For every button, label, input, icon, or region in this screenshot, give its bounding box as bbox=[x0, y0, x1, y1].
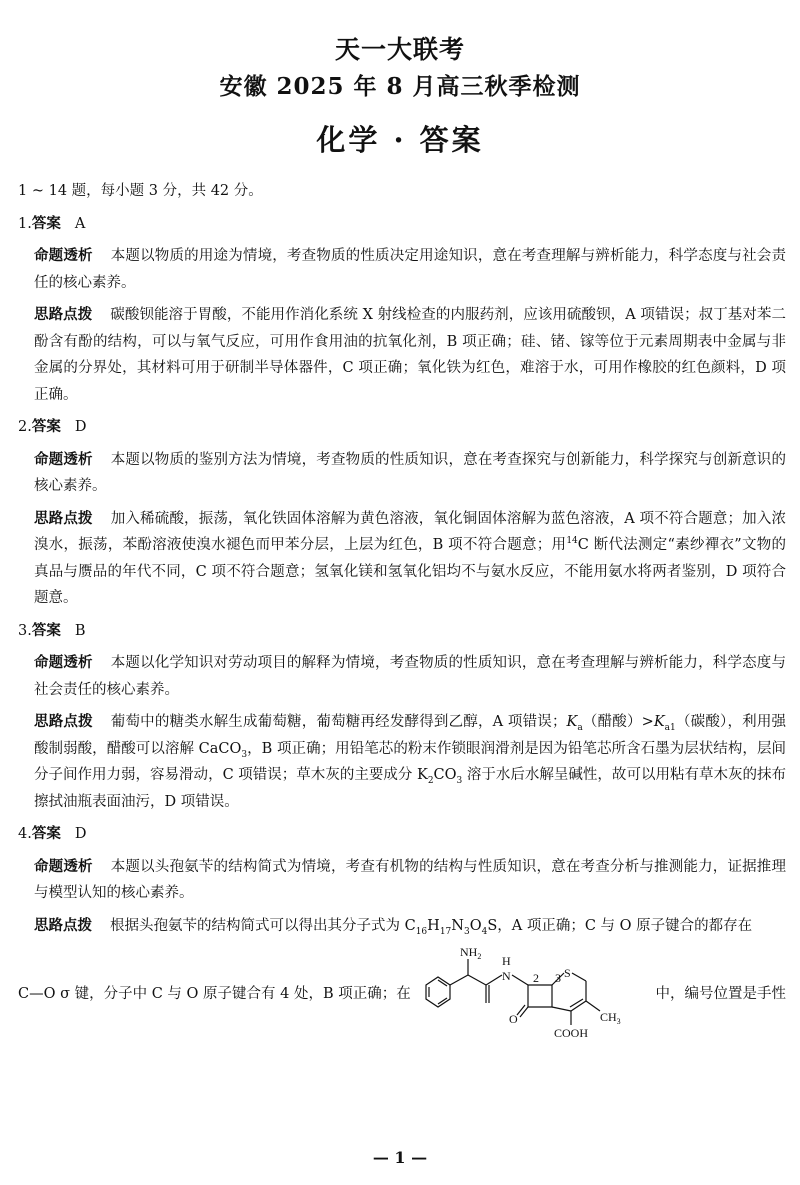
analysis-text: 本题以物质的用途为情境，考查物质的性质决定用途知识，意在考查理解与辨析能力，科学态度与社会责任的核心素养。 bbox=[34, 248, 786, 291]
hint-text-4: ，B 项正确；用铅笔芯的粉末作锁眼润滑剂是因为铅笔芯所含石墨为层状结构，层间分子间作用力弱，容易滑动，C 项错误；草木灰的主要成分 K bbox=[34, 740, 786, 783]
hint-text-3: （碳酸），利用强酸制弱酸，醋酸可以溶解 CaCO bbox=[34, 714, 787, 757]
formula-n: N bbox=[451, 917, 464, 934]
hint-label: 思路点拨 bbox=[34, 510, 93, 527]
analysis-label: 命题透析 bbox=[34, 451, 93, 468]
hint-label: 思路点拨 bbox=[34, 714, 93, 730]
answer-content bbox=[18, 178, 786, 1040]
formula-h: H bbox=[427, 917, 440, 934]
exam-title: 安徽 2025 年 8 月高三秋季检测 bbox=[219, 73, 581, 100]
subject-title: 化学 · 答案 bbox=[316, 123, 484, 157]
n-subscript: 3 bbox=[463, 926, 470, 937]
benzene-ring bbox=[426, 977, 450, 1007]
caco3-subscript: 3 bbox=[241, 749, 248, 760]
analysis-label: 命题透析 bbox=[34, 248, 93, 264]
hint-text-1: 葡萄中的糖类水解生成葡萄糖，葡萄糖再经发酵得到乙醇，A 项错误； bbox=[110, 714, 567, 730]
ka1-subscript: a1 bbox=[664, 722, 676, 733]
hint-label: 思路点拨 bbox=[34, 307, 93, 323]
beta-lactam-ring bbox=[528, 985, 552, 1007]
answer-label: 答案 bbox=[31, 215, 61, 232]
question-2-hint bbox=[18, 506, 786, 612]
ka-symbol: K bbox=[566, 714, 578, 730]
hint-text: 碳酸钡能溶于胃酸，不能用作消化系统 X 射线检查的内服药剂，应该用硫酸钡，A 项错误；叔丁基对苯二酚含有酚的结构，可以与氧气反应，可用作食用油的抗氧化剂，B 项正确；硅、锗、镓等位于元素周期表中金属与非金属的分界处，其材料可用于研制半导体器件，C 项正确；氧化铁为红色，难溶于水，可用作橡胶的红色颜料，D 项正确。 bbox=[34, 307, 787, 403]
hint-text-6: 溶于水后水解呈碱性，故可以用粘有草木灰的抹布擦拭油瓶表面油污，D 项错误。 bbox=[34, 767, 786, 810]
question-4-answer bbox=[18, 821, 786, 848]
analysis-label: 命题透析 bbox=[34, 655, 93, 671]
hint-text-a: 加入稀硫酸，振荡，氧化铁固体溶解为黄色溶液，氧化铜固体溶解为蓝色溶液，A 项不符合题意；加入浓溴水，振荡，苯酚溶液使溴水褪色而甲苯分层，上层为红色，B 项不符合题意；用 bbox=[34, 510, 786, 553]
question-4-hint bbox=[18, 913, 786, 940]
h-subscript: 17 bbox=[439, 926, 452, 937]
answer-value: D bbox=[74, 826, 87, 842]
question-number: 2. bbox=[18, 419, 32, 435]
o-subscript: 4 bbox=[481, 926, 488, 937]
sulfur-label: S bbox=[564, 966, 571, 980]
question-3-analysis bbox=[18, 650, 786, 703]
answer-label: 答案 bbox=[31, 826, 61, 842]
cefalexin-structure-diagram bbox=[416, 945, 646, 1037]
scoring-intro: 1 ~ 14 题，每小题 3 分，共 42 分。 bbox=[18, 183, 263, 199]
ka-subscript: a bbox=[577, 722, 583, 733]
isotope-superscript: 14 bbox=[566, 536, 578, 547]
analysis-label: 命题透析 bbox=[34, 858, 93, 875]
carboxyl-label: COOH bbox=[554, 1026, 589, 1037]
answer-value: A bbox=[74, 215, 86, 232]
hint-text-2: （醋酸）> bbox=[582, 714, 654, 730]
position-2-label: 2 bbox=[533, 971, 539, 985]
c-subscript: 16 bbox=[415, 926, 428, 937]
co3-subscript: 3 bbox=[456, 775, 463, 786]
hint-text-2: S，A 项正确；C 与 O 原子键合的都存在 bbox=[487, 917, 753, 934]
hint-text-1: 根据头孢氨苄的结构简式可以得出其分子式为 C bbox=[110, 917, 416, 934]
k2-subscript: 2 bbox=[427, 775, 434, 786]
hint-text-5: CO bbox=[433, 767, 457, 783]
question-1-analysis bbox=[18, 243, 786, 296]
answer-label: 答案 bbox=[31, 622, 61, 639]
n-label: N bbox=[502, 969, 511, 983]
hint-label: 思路点拨 bbox=[34, 917, 92, 934]
position-3-label: 3 bbox=[555, 971, 561, 985]
h-label: H bbox=[502, 954, 511, 968]
analysis-text: 本题以化学知识对劳动项目的解释为情境，考查物质的性质知识，意在考查理解与辨析能力，科学态度与社会责任的核心素养。 bbox=[34, 655, 786, 698]
question-4-analysis bbox=[18, 854, 786, 907]
structure-line-left-text: C—O σ 键，分子中 C 与 O 原子键合有 4 处，B 项正确；在 bbox=[18, 986, 411, 1002]
question-1-answer bbox=[18, 211, 786, 238]
question-3-hint bbox=[18, 709, 786, 815]
structure-line bbox=[18, 945, 786, 1040]
formula-o: O bbox=[469, 917, 482, 934]
answer-value: D bbox=[74, 419, 87, 435]
structure-line-right-text: 中，编号位置是手性 bbox=[655, 986, 786, 1002]
question-1-hint bbox=[18, 302, 786, 408]
analysis-text: 本题以物质的鉴别方法为情境，考查物质的性质知识，意在考查探究与创新能力，科学探究与创新意识的核心素养。 bbox=[34, 451, 786, 494]
methyl-label: $CH_3$ bbox=[600, 1010, 621, 1026]
ka1-symbol: K bbox=[653, 714, 665, 730]
question-number: 3. bbox=[18, 622, 32, 639]
question-2-answer bbox=[18, 414, 786, 441]
answer-label: 答案 bbox=[31, 419, 61, 435]
exam-series-title: 天一大联考 bbox=[334, 35, 465, 64]
nh2-label: $NH_2$ bbox=[460, 945, 482, 961]
hint-text-b: C 断代法测定“素纱襌衣”文物的真品与赝品的年代不同，C 项不符合题意；氢氧化镁和氢氧化铝均不与氨水反应，不能用氨水将两者鉴别，D 项符合题意。 bbox=[34, 537, 787, 606]
question-number: 1. bbox=[18, 215, 32, 232]
answer-value: B bbox=[74, 622, 86, 639]
analysis-text: 本题以头孢氨苄的结构简式为情境，考查有机物的结构与性质知识，意在考查分析与推测能力，证据推理与模型认知的核心素养。 bbox=[34, 858, 786, 901]
question-2-analysis bbox=[18, 447, 786, 500]
question-3-answer bbox=[18, 618, 786, 645]
question-number: 4. bbox=[18, 826, 32, 842]
page-number: — 1 — bbox=[372, 1148, 428, 1167]
carbonyl-o-label: O bbox=[509, 1012, 518, 1026]
